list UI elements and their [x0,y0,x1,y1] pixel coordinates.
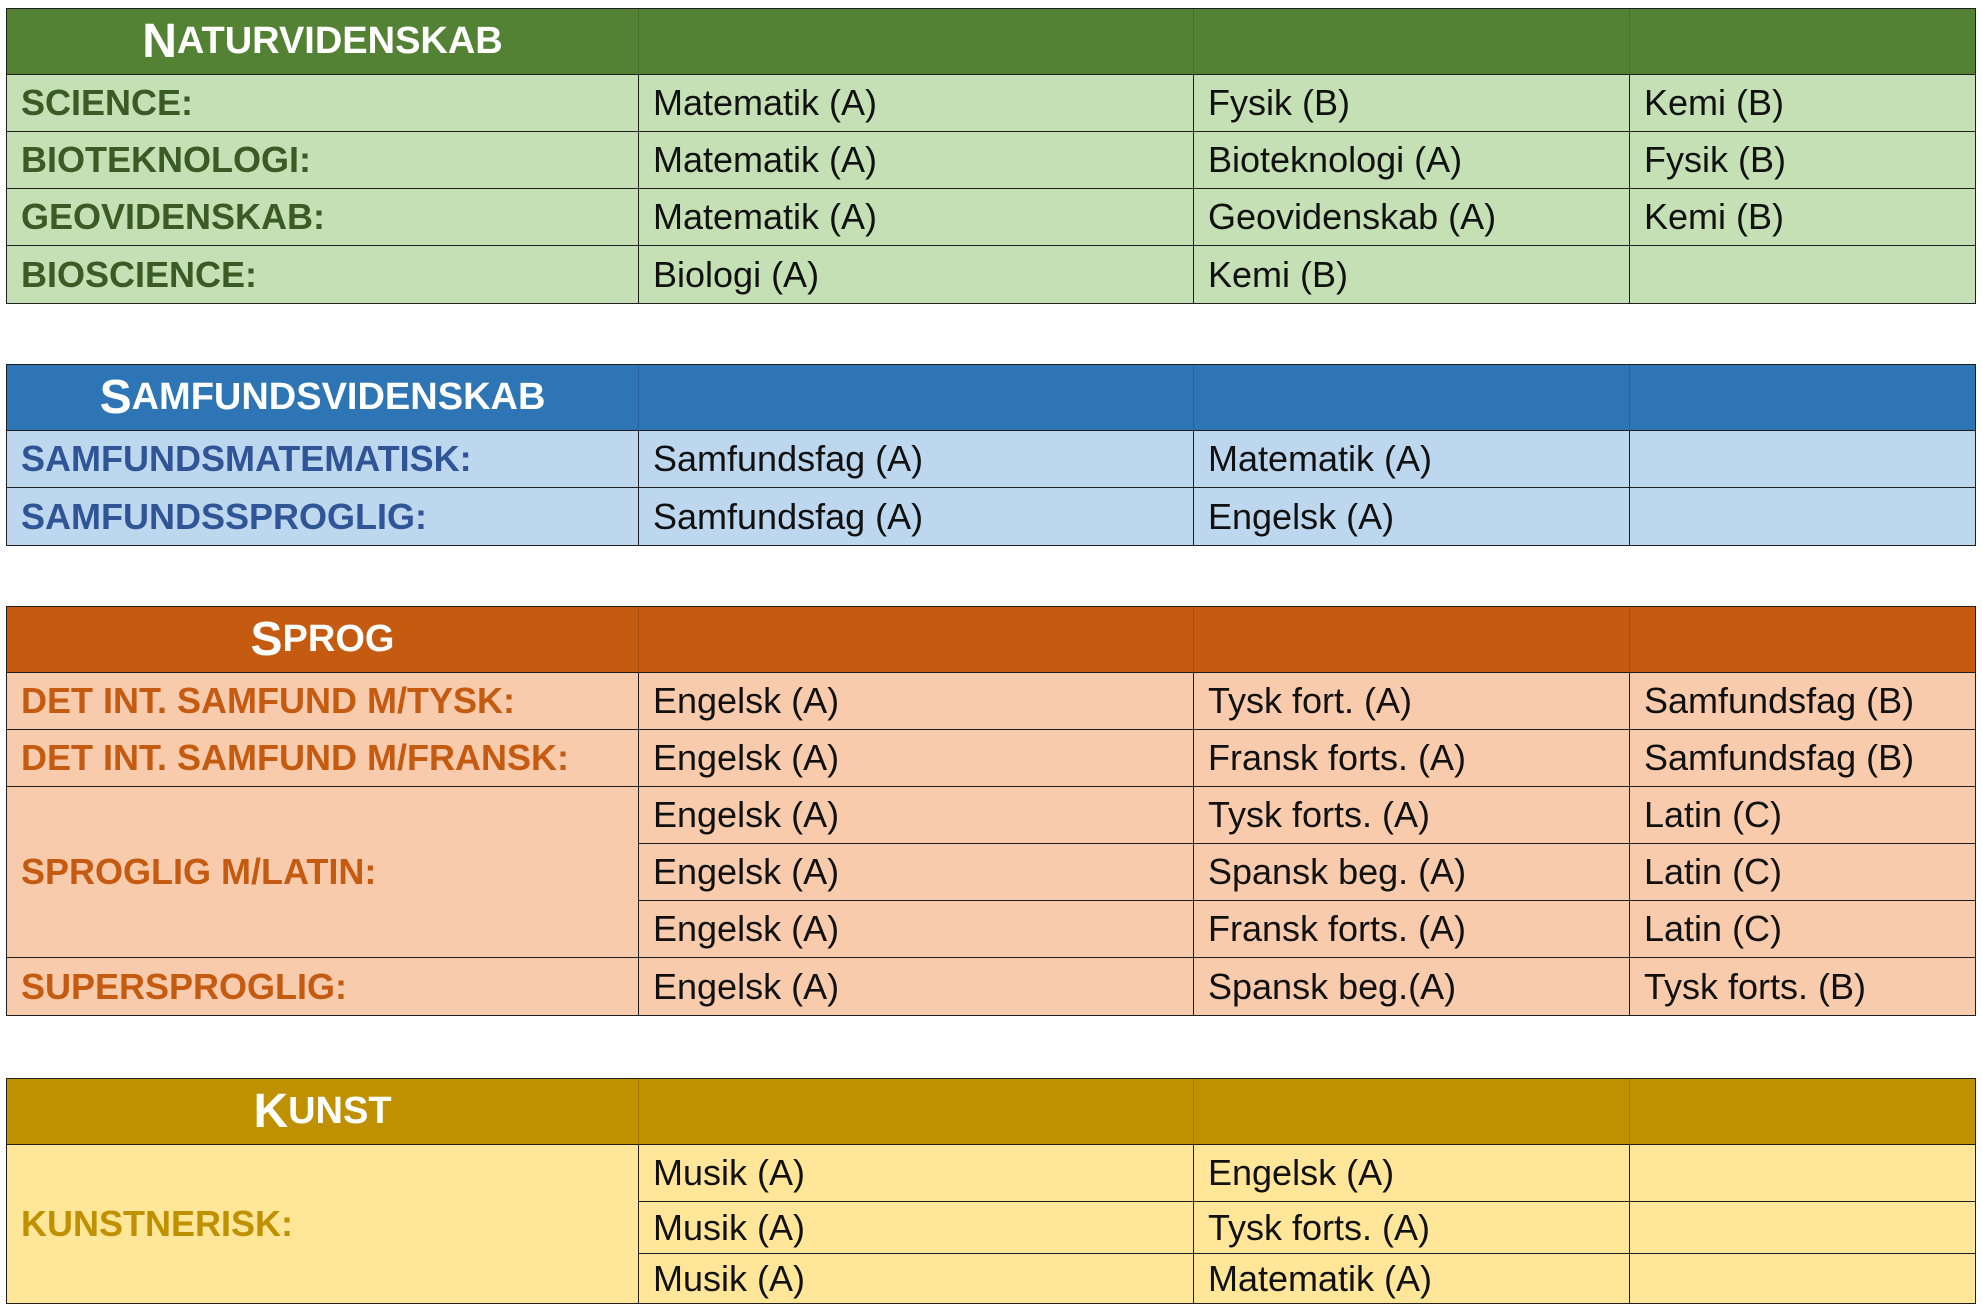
table-row [7,431,1975,488]
subject-cell: Spansk beg.(A) [1194,958,1630,1015]
samfundsvidenskab-header [7,365,1975,431]
table-row [7,132,1975,189]
subject-cell: Fysik (B) [1630,132,1975,189]
samfundsvidenskab-table [6,364,1976,546]
kunst-title: K UNST [7,1079,639,1145]
subject-cell [1630,488,1975,545]
table-row [7,75,1975,132]
subject-cell: Engelsk (A) [639,673,1194,730]
sprog-header [7,607,1975,673]
subject-cell: Kemi (B) [1194,246,1630,303]
header-empty-cell [1194,607,1630,673]
row-label: SCIENCE: [7,75,639,132]
subject-cell [1630,246,1975,303]
subject-cell: Samfundsfag (A) [639,488,1194,545]
subject-cell: Matematik (A) [639,189,1194,246]
subject-cell: Latin (C) [1630,787,1975,844]
subject-cell: Engelsk (A) [1194,488,1630,545]
subject-cell: Biologi (A) [639,246,1194,303]
subject-cell: Engelsk (A) [639,958,1194,1015]
subject-cell: Matematik (A) [1194,431,1630,488]
subject-cell: Musik (A) [639,1145,1194,1202]
header-empty-cell [1630,365,1975,431]
subject-cell [1630,1202,1975,1254]
subject-cell: Latin (C) [1630,901,1975,958]
row-label: DET INT. SAMFUND M/TYSK: [7,673,639,730]
samfundsvidenskab-title: S AMFUNDSVIDENSKAB [7,365,639,431]
row-label: SPROGLIG M/LATIN: [7,787,639,958]
subject-cell: Engelsk (A) [639,901,1194,958]
row-label: KUNSTNERISK: [7,1145,639,1303]
table-row [7,730,1975,787]
subject-cell: Spansk beg. (A) [1194,844,1630,901]
subject-cell [1630,1254,1975,1303]
subject-cell: Engelsk (A) [639,844,1194,901]
latin-row-group [7,787,1975,958]
subject-cell: Matematik (A) [1194,1254,1630,1303]
header-empty-cell [1194,1079,1630,1145]
subject-cell: Samfundsfag (B) [1630,673,1975,730]
subject-cell: Kemi (B) [1630,189,1975,246]
row-label: BIOSCIENCE: [7,246,639,303]
subject-cell: Tysk forts. (A) [1194,1202,1630,1254]
subject-cell: Tysk forts. (B) [1630,958,1975,1015]
subject-cell: Samfundsfag (B) [1630,730,1975,787]
header-empty-cell [639,9,1194,75]
subject-cell: Matematik (A) [639,75,1194,132]
subject-cell: Latin (C) [1630,844,1975,901]
subject-cell: Matematik (A) [639,132,1194,189]
header-empty-cell [639,1079,1194,1145]
header-empty-cell [639,365,1194,431]
subject-cell: Fransk forts. (A) [1194,730,1630,787]
subject-cell: Engelsk (A) [639,730,1194,787]
naturvidenskab-table [6,8,1976,304]
subject-cell: Tysk fort. (A) [1194,673,1630,730]
subject-cell: Musik (A) [639,1254,1194,1303]
header-empty-cell [1630,1079,1975,1145]
table-row [7,246,1975,303]
subject-cell: Engelsk (A) [639,787,1194,844]
row-label: SAMFUNDSSPROGLIG: [7,488,639,545]
table-row [7,958,1975,1015]
table-row [7,189,1975,246]
subject-cell: Samfundsfag (A) [639,431,1194,488]
subject-cell: Geovidenskab (A) [1194,189,1630,246]
sprog-table [6,606,1976,1016]
subject-cell: Fransk forts. (A) [1194,901,1630,958]
subject-cell: Musik (A) [639,1202,1194,1254]
row-label: SAMFUNDSMATEMATISK: [7,431,639,488]
table-row [7,488,1975,545]
row-label: BIOTEKNOLOGI: [7,132,639,189]
naturvidenskab-title: N ATURVIDENSKAB [7,9,639,75]
kunst-row-group [7,1145,1975,1303]
header-empty-cell [1630,607,1975,673]
header-empty-cell [1194,365,1630,431]
subject-cell: Fysik (B) [1194,75,1630,132]
row-label: GEOVIDENSKAB: [7,189,639,246]
subject-cell: Tysk forts. (A) [1194,787,1630,844]
kunst-table [6,1078,1976,1304]
subject-cell [1630,431,1975,488]
table-row [7,673,1975,730]
header-empty-cell [1630,9,1975,75]
subject-cell: Bioteknologi (A) [1194,132,1630,189]
subject-cell: Kemi (B) [1630,75,1975,132]
kunst-header [7,1079,1975,1145]
header-empty-cell [1194,9,1630,75]
subject-cell: Engelsk (A) [1194,1145,1630,1202]
row-label: DET INT. SAMFUND M/FRANSK: [7,730,639,787]
naturvidenskab-header [7,9,1975,75]
subject-cell [1630,1145,1975,1202]
row-label: SUPERSPROGLIG: [7,958,639,1015]
sprog-title: S PROG [7,607,639,673]
header-empty-cell [639,607,1194,673]
